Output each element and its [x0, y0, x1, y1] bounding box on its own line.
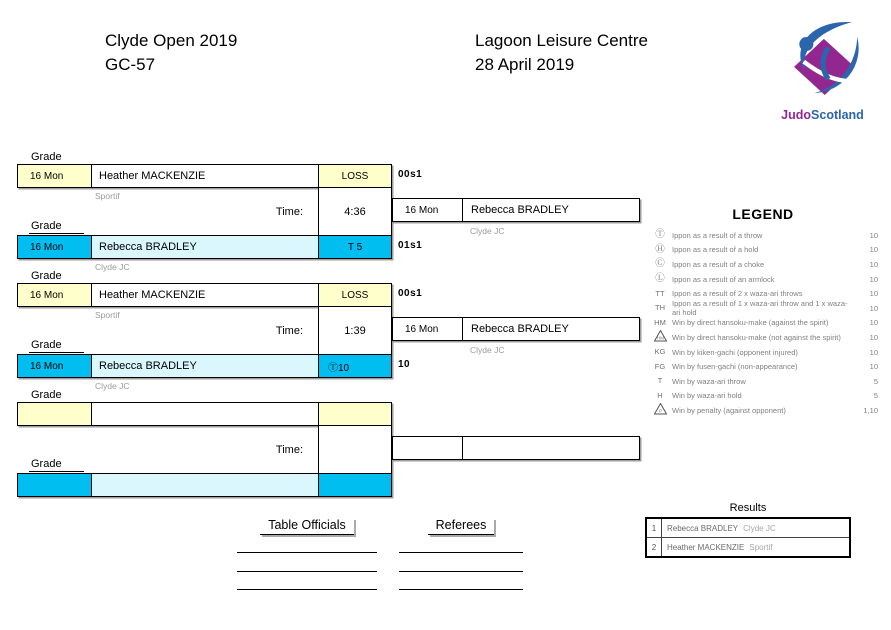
judoscotland-logo: [775, 16, 870, 122]
legend-text: Win by waza-ari throw: [672, 376, 746, 386]
competitor-name-white: Heather MACKENZIE: [91, 164, 319, 188]
competitor-name-white: [91, 402, 319, 426]
legend-value: 10: [869, 230, 878, 240]
signature-line: [399, 552, 523, 553]
table-officials-heading: [237, 518, 377, 535]
signature-line: [237, 589, 377, 590]
table-officials-label: Table Officials: [260, 518, 354, 535]
result-row-1: [647, 519, 849, 537]
code-fg: FG: [654, 361, 666, 371]
score-cell-white: [318, 402, 392, 426]
legend-text: Win by kiken-gachi (opponent injured): [672, 347, 798, 357]
signature-line: [399, 571, 523, 572]
club-label-white: Sportif: [95, 191, 120, 201]
result-row-2: [647, 537, 849, 556]
score-cell-blue: T 5: [318, 235, 392, 259]
legend-title: LEGEND: [732, 206, 794, 222]
grade-cell-white: 16 Mon: [17, 283, 92, 307]
grade-cell-blue: 16 Mon: [17, 235, 92, 259]
legend-row: [648, 330, 878, 345]
event-date: 28 April 2019: [475, 55, 575, 74]
legend-text: Win by direct hansoku-make (not against the spirit): [672, 332, 841, 342]
results-title: Results: [729, 502, 767, 514]
grade-label: Grade: [29, 339, 84, 353]
grade-label: Grade: [29, 270, 84, 284]
event-venue: Lagoon Leisure Centre: [475, 31, 648, 50]
points-white: 00s1: [398, 288, 423, 299]
time-value-cell: [318, 425, 392, 474]
legend-text: Win by fusen-gachi (non-appearance): [672, 362, 798, 372]
club-label-white: Sportif: [95, 310, 120, 320]
signature-line: [237, 571, 377, 572]
legend-value: 10: [869, 289, 878, 299]
result-name: Heather MACKENZIE: [667, 542, 745, 552]
winner-club-label: Clyde JC: [470, 345, 505, 355]
competitor-name-blue: [91, 473, 319, 497]
legend-text: Ippon as a result of an armlock: [672, 274, 775, 284]
ippon-armlock-icon: Ⓛ: [655, 273, 665, 285]
score-cell-white: LOSS: [318, 283, 392, 307]
legend-row: [648, 257, 878, 272]
code-tt: TT: [655, 288, 665, 298]
grade-cell-blue: [17, 473, 92, 497]
grade-cell-white: 16 Mon: [17, 164, 92, 188]
svg-text:P: P: [658, 408, 662, 414]
logo-text-judo: Judo: [781, 108, 812, 122]
result-rank: 2: [647, 538, 662, 556]
ippon-choke-icon: Ⓒ: [655, 258, 665, 270]
legend-text: Ippon as a result of 2 x waza-ari throws: [672, 289, 803, 299]
legend-value: 10: [869, 245, 878, 255]
event-category: GC-57: [105, 55, 156, 74]
referees-label: Referees: [428, 518, 495, 535]
referees-heading: [399, 518, 523, 535]
legend-text: Ippon as a result of 1 x waza-ari throw and 1 x waza-ari hold: [672, 299, 848, 318]
legend-row: [648, 272, 878, 287]
bracket-match-3: [0, 388, 660, 513]
legend-row: [648, 243, 878, 258]
legend-value: 5: [873, 376, 878, 386]
legend-row: [648, 316, 878, 331]
judoscotland-logo-icon: [779, 16, 867, 102]
score-cell-blue: [318, 473, 392, 497]
ippon-throw-icon: Ⓣ: [655, 229, 665, 241]
code-hm: HM: [654, 317, 666, 327]
time-label: Time:: [275, 444, 303, 456]
grade-cell-blue: 16 Mon: [17, 354, 92, 378]
legend-value: 10: [869, 259, 878, 269]
legend-row: [648, 345, 878, 360]
grade-label: Grade: [29, 389, 84, 403]
legend: [648, 206, 878, 418]
svg-text:HM: HM: [656, 335, 664, 341]
competitor-name-blue: Rebecca BRADLEY: [91, 354, 319, 378]
winner-grade: [393, 437, 463, 459]
legend-value: 10: [869, 303, 878, 313]
legend-text: Win by waza-ari hold: [672, 391, 742, 401]
time-label: Time:: [275, 325, 303, 337]
triangle-penalty-icon: [648, 403, 672, 418]
result-club: Clyde JC: [743, 523, 776, 533]
winner-name: Rebecca BRADLEY: [471, 204, 569, 216]
score-cell-white: LOSS: [318, 164, 392, 188]
code-kg: KG: [654, 347, 666, 357]
score-cell-blue: Ⓣ10: [318, 354, 392, 378]
competitor-name-white: Heather MACKENZIE: [91, 283, 319, 307]
legend-value: 10: [869, 362, 878, 372]
legend-row: [648, 301, 878, 316]
winner-box: [392, 436, 640, 460]
points-white: 00s1: [398, 169, 423, 180]
grade-label: Grade: [29, 458, 84, 472]
legend-text: Ippon as a result of a throw: [672, 230, 763, 240]
legend-text: Win by direct hansoku-make (against the spirit): [672, 318, 829, 328]
winner-club-label: Clyde JC: [470, 226, 505, 236]
code-t: T: [657, 376, 663, 386]
time-label: Time:: [275, 206, 303, 218]
code-h: H: [657, 390, 663, 400]
legend-value: 5: [873, 391, 878, 401]
signature-line: [399, 589, 523, 590]
bracket-match-1: [0, 150, 660, 275]
legend-row: [648, 403, 878, 418]
legend-value: 10: [869, 347, 878, 357]
event-title: Clyde Open 2019: [105, 31, 238, 50]
result-name: Rebecca BRADLEY: [667, 523, 739, 533]
winner-name: Rebecca BRADLEY: [471, 323, 569, 335]
bracket-match-2: [0, 269, 660, 394]
logo-text-scotland: Scotland: [811, 108, 864, 122]
winner-grade: 16 Mon: [393, 199, 463, 221]
legend-text: Ippon as a result of a choke: [672, 259, 765, 269]
grade-label: Grade: [29, 151, 84, 165]
legend-value: 1,10: [863, 405, 878, 415]
results-box: [645, 517, 851, 558]
time-value-cell: 4:36: [318, 187, 392, 236]
winner-box: [392, 317, 640, 341]
points-blue: 10: [398, 359, 411, 370]
legend-row: [648, 228, 878, 243]
legend-text: Win by penalty (against opponent): [672, 405, 786, 415]
legend-row: [648, 359, 878, 374]
legend-text: Ippon as a result of a hold: [672, 245, 759, 255]
result-rank: 1: [647, 519, 662, 537]
club-label-blue: Clyde JC: [95, 262, 130, 272]
results-panel: [645, 502, 851, 558]
legend-row: [648, 389, 878, 404]
triangle-hm-icon: [648, 330, 672, 345]
winner-box: [392, 198, 640, 222]
legend-value: 10: [869, 332, 878, 342]
grade-cell-white: [17, 402, 92, 426]
club-label-blue: Clyde JC: [95, 381, 130, 391]
time-value-cell: 1:39: [318, 306, 392, 355]
points-blue: 01s1: [398, 240, 423, 251]
code-th: TH: [655, 303, 665, 313]
winner-grade: 16 Mon: [393, 318, 463, 340]
legend-row: [648, 374, 878, 389]
ippon-hold-icon: Ⓗ: [655, 243, 665, 255]
signature-line: [237, 552, 377, 553]
judoscotland-logo-text: [775, 108, 870, 122]
result-club: Sportif: [749, 542, 773, 552]
legend-value: 10: [869, 318, 878, 328]
winner-name: [463, 437, 639, 459]
competitor-name-blue: Rebecca BRADLEY: [91, 235, 319, 259]
grade-label: Grade: [29, 220, 84, 234]
legend-value: 10: [869, 274, 878, 284]
